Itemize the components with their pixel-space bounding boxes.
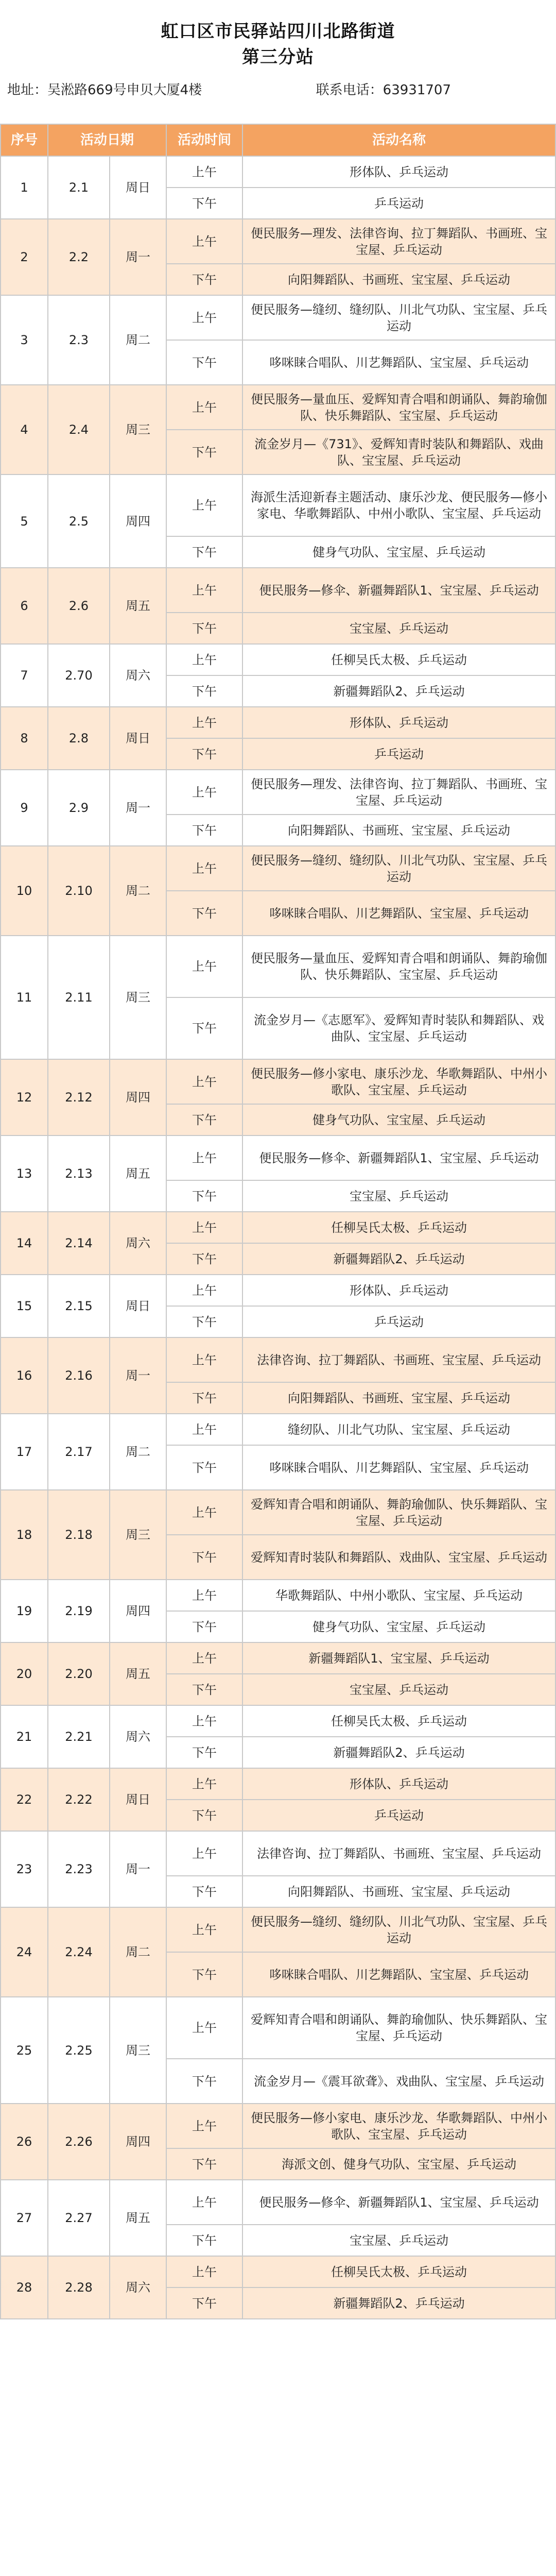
cell-activity-am: 法律咨询、拉丁舞蹈队、书画班、宝宝屋、乒乓运动 xyxy=(242,1831,555,1876)
cell-activity-am: 形体队、乒乓运动 xyxy=(242,156,555,188)
table-body xyxy=(1,156,555,2319)
cell-time-pm: 下午 xyxy=(166,1180,242,1212)
table-row xyxy=(1,156,555,188)
page-subtitle: 第三分站 xyxy=(242,47,314,67)
table-row xyxy=(1,1768,555,1800)
title-block xyxy=(0,0,556,70)
header-activity: 活动名称 xyxy=(242,124,555,156)
schedule-table xyxy=(0,124,556,2319)
cell-activity-pm: 哆咪睐合唱队、川艺舞蹈队、宝宝屋、乒乓运动 xyxy=(242,340,555,385)
cell-weekday: 周日 xyxy=(110,156,166,219)
cell-time-am: 上午 xyxy=(166,846,242,891)
cell-seq: 15 xyxy=(1,1275,48,1337)
cell-date: 2.18 xyxy=(48,1490,110,1580)
cell-time-am: 上午 xyxy=(166,156,242,188)
cell-date: 2.3 xyxy=(48,295,110,385)
cell-date: 2.5 xyxy=(48,474,110,568)
cell-activity-am: 爱辉知青合唱和朗诵队、舞韵瑜伽队、快乐舞蹈队、宝宝屋、乒乓运动 xyxy=(242,1490,555,1535)
header-date: 活动日期 xyxy=(48,124,166,156)
table-row xyxy=(1,1059,555,1104)
cell-time-am: 上午 xyxy=(166,1337,242,1382)
cell-weekday: 周三 xyxy=(110,385,166,474)
cell-time-am: 上午 xyxy=(166,1414,242,1445)
cell-activity-am: 形体队、乒乓运动 xyxy=(242,1768,555,1800)
cell-activity-am: 爱辉知青合唱和朗诵队、舞韵瑜伽队、快乐舞蹈队、宝宝屋、乒乓运动 xyxy=(242,1997,555,2059)
cell-time-pm: 下午 xyxy=(166,1952,242,1997)
cell-seq: 4 xyxy=(1,385,48,474)
table-row xyxy=(1,1337,555,1382)
cell-time-am: 上午 xyxy=(166,1705,242,1737)
cell-date: 2.11 xyxy=(48,936,110,1059)
cell-weekday: 周五 xyxy=(110,2180,166,2256)
table-row xyxy=(1,1580,555,1611)
cell-time-am: 上午 xyxy=(166,219,242,264)
cell-activity-pm: 乒乓运动 xyxy=(242,188,555,219)
cell-weekday: 周二 xyxy=(110,1907,166,1997)
cell-weekday: 周一 xyxy=(110,219,166,295)
cell-time-pm: 下午 xyxy=(166,1104,242,1136)
cell-time-pm: 下午 xyxy=(166,188,242,219)
cell-seq: 5 xyxy=(1,474,48,568)
cell-date: 2.1 xyxy=(48,156,110,219)
header-time: 活动时间 xyxy=(166,124,242,156)
cell-activity-pm: 健身气功队、宝宝屋、乒乓运动 xyxy=(242,1104,555,1136)
table-row xyxy=(1,219,555,264)
cell-activity-pm: 流金岁月—《志愿军》、爱辉知青时装队和舞蹈队、戏曲队、宝宝屋、乒乓运动 xyxy=(242,997,555,1059)
table-row xyxy=(1,1907,555,1952)
cell-weekday: 周日 xyxy=(110,707,166,770)
cell-time-pm: 下午 xyxy=(166,430,242,474)
cell-weekday: 周一 xyxy=(110,1337,166,1414)
table-row xyxy=(1,846,555,891)
cell-activity-am: 便民服务—修伞、新疆舞蹈队1、宝宝屋、乒乓运动 xyxy=(242,568,555,613)
cell-time-am: 上午 xyxy=(166,1768,242,1800)
cell-date: 2.14 xyxy=(48,1212,110,1275)
cell-date: 2.23 xyxy=(48,1831,110,1907)
info-row xyxy=(0,70,556,97)
cell-time-pm: 下午 xyxy=(166,264,242,295)
cell-activity-pm: 新疆舞蹈队2、乒乓运动 xyxy=(242,2287,555,2319)
cell-date: 2.8 xyxy=(48,707,110,770)
table-row xyxy=(1,568,555,613)
cell-weekday: 周二 xyxy=(110,295,166,385)
cell-seq: 10 xyxy=(1,846,48,936)
cell-date: 2.20 xyxy=(48,1642,110,1705)
cell-activity-am: 任柳吴氏太极、乒乓运动 xyxy=(242,644,555,675)
table-row xyxy=(1,385,555,430)
cell-weekday: 周五 xyxy=(110,568,166,644)
cell-seq: 20 xyxy=(1,1642,48,1705)
cell-date: 2.15 xyxy=(48,1275,110,1337)
cell-activity-pm: 爱辉知青时装队和舞蹈队、戏曲队、宝宝屋、乒乓运动 xyxy=(242,1535,555,1580)
cell-activity-am: 便民服务—修小家电、康乐沙龙、华歌舞蹈队、中州小歌队、宝宝屋、乒乓运动 xyxy=(242,1059,555,1104)
cell-date: 2.19 xyxy=(48,1580,110,1642)
cell-activity-am: 便民服务—缝纫、缝纫队、川北气功队、宝宝屋、乒乓运动 xyxy=(242,846,555,891)
table-header-row xyxy=(1,124,555,156)
cell-seq: 21 xyxy=(1,1705,48,1768)
cell-activity-pm: 哆咪睐合唱队、川艺舞蹈队、宝宝屋、乒乓运动 xyxy=(242,1952,555,1997)
cell-activity-pm: 哆咪睐合唱队、川艺舞蹈队、宝宝屋、乒乓运动 xyxy=(242,891,555,936)
cell-time-am: 上午 xyxy=(166,1490,242,1535)
cell-weekday: 周四 xyxy=(110,1580,166,1642)
cell-seq: 1 xyxy=(1,156,48,219)
cell-activity-pm: 新疆舞蹈队2、乒乓运动 xyxy=(242,675,555,707)
cell-seq: 19 xyxy=(1,1580,48,1642)
cell-activity-pm: 向阳舞蹈队、书画班、宝宝屋、乒乓运动 xyxy=(242,815,555,846)
cell-time-pm: 下午 xyxy=(166,1800,242,1831)
cell-date: 2.27 xyxy=(48,2180,110,2256)
cell-activity-pm: 宝宝屋、乒乓运动 xyxy=(242,2225,555,2256)
cell-seq: 23 xyxy=(1,1831,48,1907)
cell-weekday: 周六 xyxy=(110,2256,166,2319)
cell-time-am: 上午 xyxy=(166,2104,242,2148)
cell-activity-pm: 流金岁月—《731》、爱辉知青时装队和舞蹈队、戏曲队、宝宝屋、乒乓运动 xyxy=(242,430,555,474)
cell-date: 2.26 xyxy=(48,2104,110,2180)
cell-activity-am: 任柳吴氏太极、乒乓运动 xyxy=(242,1212,555,1243)
cell-seq: 3 xyxy=(1,295,48,385)
cell-activity-am: 便民服务—修小家电、康乐沙龙、华歌舞蹈队、中州小歌队、宝宝屋、乒乓运动 xyxy=(242,2104,555,2148)
cell-seq: 2 xyxy=(1,219,48,295)
table-row xyxy=(1,295,555,340)
cell-time-pm: 下午 xyxy=(166,1611,242,1642)
cell-weekday: 周四 xyxy=(110,474,166,568)
cell-date: 2.22 xyxy=(48,1768,110,1831)
cell-time-pm: 下午 xyxy=(166,1306,242,1337)
cell-weekday: 周一 xyxy=(110,770,166,846)
cell-time-pm: 下午 xyxy=(166,536,242,568)
cell-activity-pm: 新疆舞蹈队2、乒乓运动 xyxy=(242,1243,555,1275)
cell-activity-am: 便民服务—理发、法律咨询、拉丁舞蹈队、书画班、宝宝屋、乒乓运动 xyxy=(242,219,555,264)
cell-time-am: 上午 xyxy=(166,474,242,536)
table-row xyxy=(1,2180,555,2225)
cell-weekday: 周日 xyxy=(110,1275,166,1337)
table-row xyxy=(1,707,555,738)
cell-weekday: 周二 xyxy=(110,1414,166,1490)
cell-date: 2.16 xyxy=(48,1337,110,1414)
cell-time-pm: 下午 xyxy=(166,1737,242,1768)
cell-date: 2.13 xyxy=(48,1136,110,1212)
cell-date: 2.12 xyxy=(48,1059,110,1136)
cell-activity-am: 海派生活迎新春主题活动、康乐沙龙、便民服务—修小家电、华歌舞蹈队、中州小歌队、宝宝屋、乒乓运动 xyxy=(242,474,555,536)
table-row xyxy=(1,474,555,536)
cell-activity-am: 便民服务—修伞、新疆舞蹈队1、宝宝屋、乒乓运动 xyxy=(242,2180,555,2225)
cell-time-pm: 下午 xyxy=(166,675,242,707)
cell-seq: 16 xyxy=(1,1337,48,1414)
cell-time-am: 上午 xyxy=(166,568,242,613)
cell-weekday: 周三 xyxy=(110,1490,166,1580)
address-text: 地址：吴淞路669号申贝大厦4楼 xyxy=(7,82,202,98)
table-row xyxy=(1,2104,555,2148)
cell-time-am: 上午 xyxy=(166,2180,242,2225)
table-row xyxy=(1,936,555,997)
cell-activity-am: 新疆舞蹈队1、宝宝屋、乒乓运动 xyxy=(242,1642,555,1674)
cell-weekday: 周日 xyxy=(110,1768,166,1831)
cell-activity-am: 任柳吴氏太极、乒乓运动 xyxy=(242,1705,555,1737)
cell-activity-pm: 新疆舞蹈队2、乒乓运动 xyxy=(242,1737,555,1768)
cell-time-am: 上午 xyxy=(166,1059,242,1104)
cell-activity-pm: 健身气功队、宝宝屋、乒乓运动 xyxy=(242,536,555,568)
table-row xyxy=(1,2256,555,2287)
cell-date: 2.28 xyxy=(48,2256,110,2319)
cell-seq: 7 xyxy=(1,644,48,707)
table-row xyxy=(1,1212,555,1243)
cell-time-pm: 下午 xyxy=(166,340,242,385)
cell-weekday: 周三 xyxy=(110,936,166,1059)
cell-activity-am: 便民服务—量血压、爱辉知青合唱和朗诵队、舞韵瑜伽队、快乐舞蹈队、宝宝屋、乒乓运动 xyxy=(242,385,555,430)
cell-time-pm: 下午 xyxy=(166,1243,242,1275)
cell-time-am: 上午 xyxy=(166,2256,242,2287)
cell-time-am: 上午 xyxy=(166,385,242,430)
cell-time-am: 上午 xyxy=(166,644,242,675)
cell-weekday: 周四 xyxy=(110,1059,166,1136)
cell-time-pm: 下午 xyxy=(166,891,242,936)
cell-activity-pm: 健身气功队、宝宝屋、乒乓运动 xyxy=(242,1611,555,1642)
cell-time-am: 上午 xyxy=(166,707,242,738)
table-row xyxy=(1,1831,555,1876)
cell-time-pm: 下午 xyxy=(166,1445,242,1490)
header-seq: 序号 xyxy=(1,124,48,156)
cell-time-pm: 下午 xyxy=(166,1876,242,1907)
cell-seq: 26 xyxy=(1,2104,48,2180)
table-row xyxy=(1,770,555,815)
cell-activity-am: 便民服务—修伞、新疆舞蹈队1、宝宝屋、乒乓运动 xyxy=(242,1136,555,1180)
cell-seq: 25 xyxy=(1,1997,48,2104)
cell-time-am: 上午 xyxy=(166,1212,242,1243)
table-row xyxy=(1,1275,555,1306)
cell-time-am: 上午 xyxy=(166,1831,242,1876)
cell-date: 2.70 xyxy=(48,644,110,707)
cell-activity-am: 任柳吴氏太极、乒乓运动 xyxy=(242,2256,555,2287)
cell-activity-am: 便民服务—缝纫、缝纫队、川北气功队、宝宝屋、乒乓运动 xyxy=(242,1907,555,1952)
cell-seq: 9 xyxy=(1,770,48,846)
cell-seq: 22 xyxy=(1,1768,48,1831)
cell-time-am: 上午 xyxy=(166,1997,242,2059)
cell-time-am: 上午 xyxy=(166,1580,242,1611)
cell-activity-pm: 乒乓运动 xyxy=(242,1306,555,1337)
cell-activity-pm: 海派文创、健身气功队、宝宝屋、乒乓运动 xyxy=(242,2148,555,2180)
cell-seq: 27 xyxy=(1,2180,48,2256)
cell-seq: 8 xyxy=(1,707,48,770)
cell-seq: 6 xyxy=(1,568,48,644)
table-row xyxy=(1,1414,555,1445)
cell-time-pm: 下午 xyxy=(166,2059,242,2104)
cell-time-am: 上午 xyxy=(166,1642,242,1674)
cell-activity-pm: 向阳舞蹈队、书画班、宝宝屋、乒乓运动 xyxy=(242,264,555,295)
cell-activity-pm: 乒乓运动 xyxy=(242,738,555,770)
cell-time-pm: 下午 xyxy=(166,1382,242,1414)
cell-activity-pm: 宝宝屋、乒乓运动 xyxy=(242,1180,555,1212)
cell-activity-am: 便民服务—缝纫、缝纫队、川北气功队、宝宝屋、乒乓运动 xyxy=(242,295,555,340)
cell-time-pm: 下午 xyxy=(166,1674,242,1705)
cell-time-pm: 下午 xyxy=(166,2148,242,2180)
cell-time-am: 上午 xyxy=(166,770,242,815)
cell-time-am: 上午 xyxy=(166,1907,242,1952)
page-title: 虹口区市民驿站四川北路街道 xyxy=(161,21,395,42)
cell-activity-pm: 乒乓运动 xyxy=(242,1800,555,1831)
cell-time-am: 上午 xyxy=(166,1275,242,1306)
cell-seq: 17 xyxy=(1,1414,48,1490)
cell-date: 2.10 xyxy=(48,846,110,936)
cell-activity-pm: 向阳舞蹈队、书画班、宝宝屋、乒乓运动 xyxy=(242,1382,555,1414)
cell-seq: 12 xyxy=(1,1059,48,1136)
table-row xyxy=(1,1490,555,1535)
cell-time-am: 上午 xyxy=(166,1136,242,1180)
cell-seq: 18 xyxy=(1,1490,48,1580)
cell-activity-am: 形体队、乒乓运动 xyxy=(242,707,555,738)
cell-weekday: 周四 xyxy=(110,2104,166,2180)
cell-date: 2.4 xyxy=(48,385,110,474)
cell-date: 2.24 xyxy=(48,1907,110,1997)
cell-time-pm: 下午 xyxy=(166,613,242,644)
cell-seq: 14 xyxy=(1,1212,48,1275)
cell-activity-pm: 哆咪睐合唱队、川艺舞蹈队、宝宝屋、乒乓运动 xyxy=(242,1445,555,1490)
cell-date: 2.9 xyxy=(48,770,110,846)
cell-seq: 13 xyxy=(1,1136,48,1212)
cell-weekday: 周二 xyxy=(110,846,166,936)
cell-time-pm: 下午 xyxy=(166,815,242,846)
table-row xyxy=(1,1136,555,1180)
cell-weekday: 周六 xyxy=(110,1705,166,1768)
contact-text: 联系电话：63931707 xyxy=(316,82,451,98)
cell-weekday: 周五 xyxy=(110,1642,166,1705)
cell-date: 2.25 xyxy=(48,1997,110,2104)
cell-activity-pm: 流金岁月—《震耳欲聋》、戏曲队、宝宝屋、乒乓运动 xyxy=(242,2059,555,2104)
cell-date: 2.17 xyxy=(48,1414,110,1490)
cell-seq: 24 xyxy=(1,1907,48,1997)
cell-activity-pm: 宝宝屋、乒乓运动 xyxy=(242,613,555,644)
cell-weekday: 周一 xyxy=(110,1831,166,1907)
cell-time-pm: 下午 xyxy=(166,1535,242,1580)
cell-time-pm: 下午 xyxy=(166,738,242,770)
cell-activity-pm: 向阳舞蹈队、书画班、宝宝屋、乒乓运动 xyxy=(242,1876,555,1907)
cell-activity-am: 便民服务—量血压、爱辉知青合唱和朗诵队、舞韵瑜伽队、快乐舞蹈队、宝宝屋、乒乓运动 xyxy=(242,936,555,997)
cell-seq: 28 xyxy=(1,2256,48,2319)
cell-weekday: 周五 xyxy=(110,1136,166,1212)
cell-weekday: 周六 xyxy=(110,644,166,707)
cell-weekday: 周三 xyxy=(110,1997,166,2104)
table-row xyxy=(1,644,555,675)
cell-date: 2.6 xyxy=(48,568,110,644)
cell-time-pm: 下午 xyxy=(166,2225,242,2256)
cell-seq: 11 xyxy=(1,936,48,1059)
cell-time-am: 上午 xyxy=(166,295,242,340)
table-row xyxy=(1,1997,555,2059)
cell-time-pm: 下午 xyxy=(166,997,242,1059)
table-row xyxy=(1,1642,555,1674)
cell-date: 2.21 xyxy=(48,1705,110,1768)
cell-time-am: 上午 xyxy=(166,936,242,997)
cell-activity-pm: 宝宝屋、乒乓运动 xyxy=(242,1674,555,1705)
cell-weekday: 周六 xyxy=(110,1212,166,1275)
cell-date: 2.2 xyxy=(48,219,110,295)
cell-time-pm: 下午 xyxy=(166,2287,242,2319)
cell-activity-am: 华歌舞蹈队、中州小歌队、宝宝屋、乒乓运动 xyxy=(242,1580,555,1611)
cell-activity-am: 形体队、乒乓运动 xyxy=(242,1275,555,1306)
cell-activity-am: 缝纫队、川北气功队、宝宝屋、乒乓运动 xyxy=(242,1414,555,1445)
cell-activity-am: 便民服务—理发、法律咨询、拉丁舞蹈队、书画班、宝宝屋、乒乓运动 xyxy=(242,770,555,815)
table-row xyxy=(1,1705,555,1737)
cell-activity-am: 法律咨询、拉丁舞蹈队、书画班、宝宝屋、乒乓运动 xyxy=(242,1337,555,1382)
